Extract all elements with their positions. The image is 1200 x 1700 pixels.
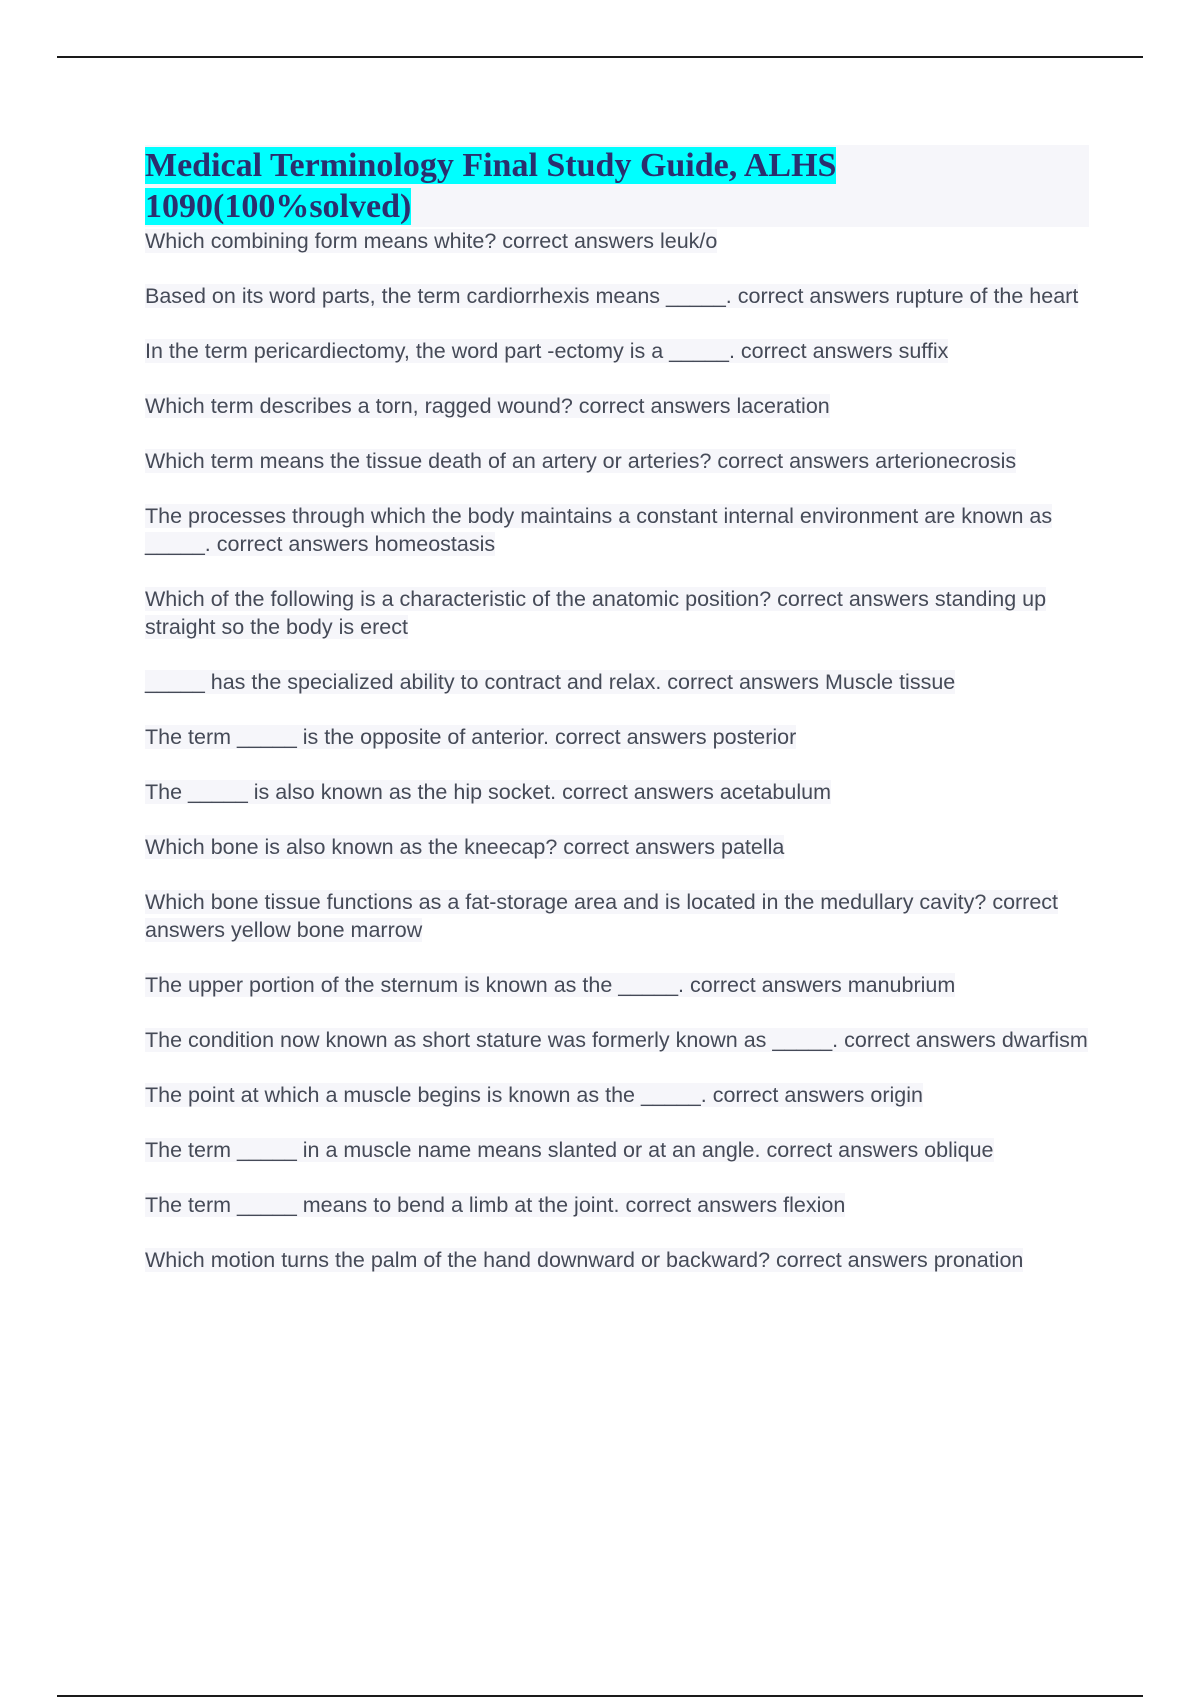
qa-item [145,971,1089,999]
qa-list [145,227,1089,1274]
qa-item [145,723,1089,751]
qa-item [145,585,1089,641]
qa-item-text: _____ has the specialized ability to contract and relax. correct answers Muscle tissue [145,670,956,694]
qa-item-text: Which term means the tissue death of an artery or arteries? correct answers arterionecrosis [145,449,1017,473]
qa-item-text: Which motion turns the palm of the hand downward or backward? correct answers pronation [145,1248,1024,1272]
document-body [145,145,1089,1301]
document-title [145,145,905,227]
qa-item [145,282,1089,310]
qa-item-text: Which of the following is a characteristic of the anatomic position? correct answers standing up straight so the body is erect [145,587,1047,639]
page-bottom-rule [57,1695,1143,1697]
qa-item-text: The term _____ means to bend a limb at the joint. correct answers flexion [145,1193,846,1217]
qa-item [145,668,1089,696]
qa-item-text: The condition now known as short stature was formerly known as _____. correct answers dwarfism [145,1028,1088,1052]
qa-item [145,1136,1089,1164]
title-block [145,145,1089,227]
qa-item-text: The point at which a muscle begins is known as the _____. correct answers origin [145,1083,923,1107]
qa-item [145,1246,1089,1274]
qa-item-text: Which bone tissue functions as a fat-storage area and is located in the medullary cavity? correct answers yellow bone marrow [145,890,1059,942]
qa-item-text: The term _____ is the opposite of anterior. correct answers posterior [145,725,797,749]
qa-item-text: The term _____ in a muscle name means slanted or at an angle. correct answers oblique [145,1138,994,1162]
qa-item [145,1081,1089,1109]
qa-item [145,227,1089,255]
qa-item [145,1026,1089,1054]
qa-item-text: Based on its word parts, the term cardiorrhexis means _____. correct answers rupture of the heart [145,284,1079,308]
qa-item [145,888,1089,944]
qa-item [145,778,1089,806]
qa-item-text: The _____ is also known as the hip socket. correct answers acetabulum [145,780,831,804]
qa-item-text: The upper portion of the sternum is known as the _____. correct answers manubrium [145,973,956,997]
qa-item-text: In the term pericardiectomy, the word part -ectomy is a _____. correct answers suffix [145,339,949,363]
qa-item-text: Which bone is also known as the kneecap? correct answers patella [145,835,785,859]
qa-item [145,502,1089,558]
qa-item-text: The processes through which the body maintains a constant internal environment are known as _____. correct answers homeostasis [145,504,1053,556]
qa-item [145,833,1089,861]
qa-item [145,1191,1089,1219]
page-top-rule [57,56,1143,58]
qa-item-text: Which combining form means white? correct answers leuk/o [145,229,718,253]
qa-item-text: Which term describes a torn, ragged wound? correct answers laceration [145,394,830,418]
qa-item [145,447,1089,475]
qa-item [145,392,1089,420]
qa-item [145,337,1089,365]
document-title-text: Medical Terminology Final Study Guide, ALHS 1090(100%solved) [145,147,837,225]
